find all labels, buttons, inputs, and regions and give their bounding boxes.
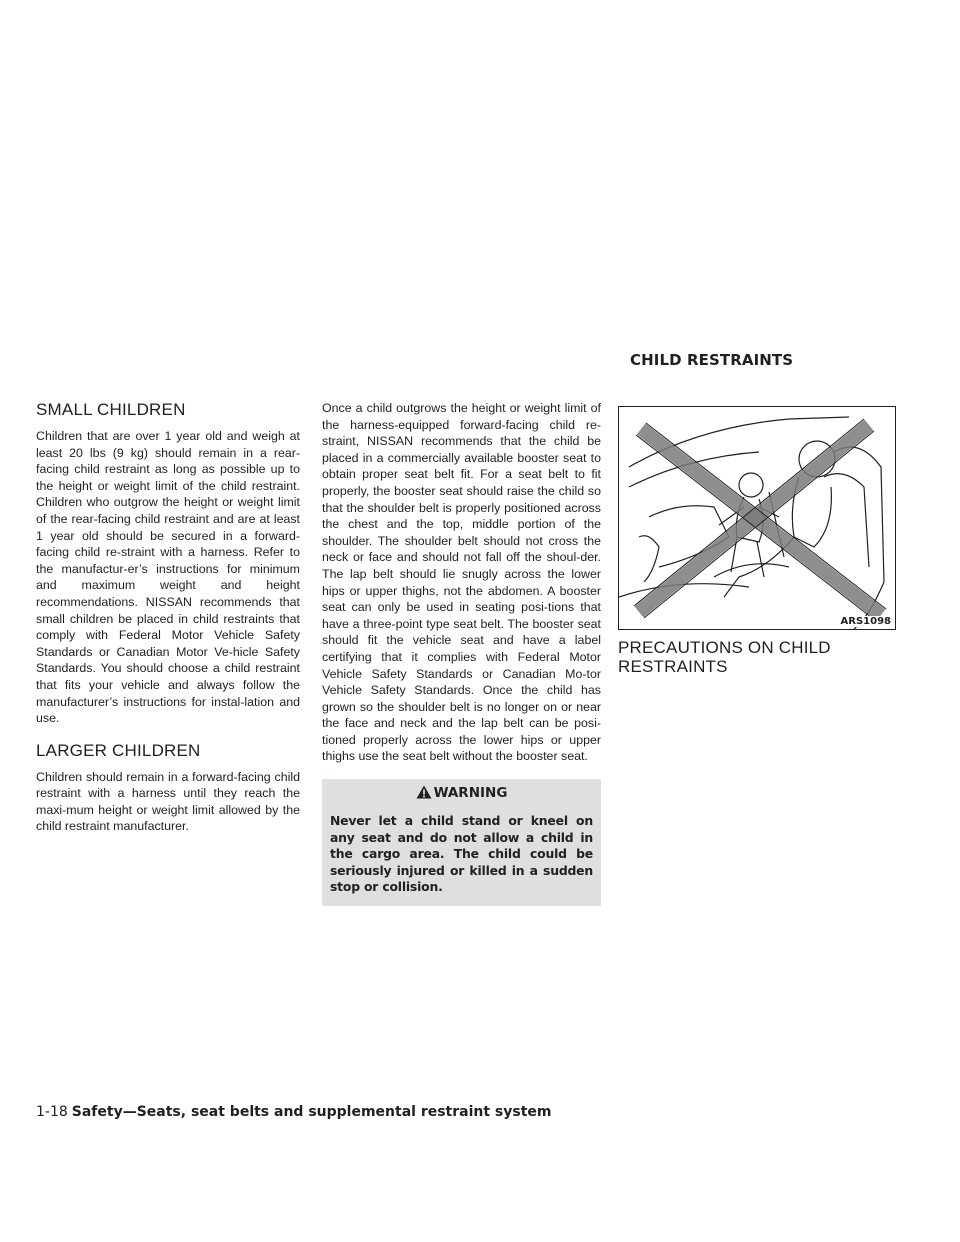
illustration-drawing	[619, 407, 896, 630]
heading-small-children: SMALL CHILDREN	[36, 400, 186, 419]
warning-label: WARNING	[433, 785, 508, 802]
warning-header	[330, 785, 593, 801]
chapter-title: Safety—Seats, seat belts and supplemental restraint system	[71, 1104, 552, 1120]
heading-precautions: PRECAUTIONS ON CHILD RESTRAINTS	[618, 638, 831, 676]
section-title: CHILD RESTRAINTS	[630, 351, 794, 369]
figure-code: ARS1098	[840, 616, 891, 627]
child-standing-crossed-out-illustration	[618, 406, 896, 630]
heading-larger-children: LARGER CHILDREN	[36, 740, 201, 760]
column-middle	[322, 400, 601, 906]
page-number: 1-18	[36, 1104, 68, 1120]
column-left	[36, 400, 300, 835]
paragraph-booster-seat: Once a child outgrows the height or weight limit of the harness-equipped forward-facing child re-straint, NISSAN recommends that the child be placed in a commercially available booster seat to obtain proper seat belt fit. For a seat belt to fit properly, the booster seat should raise the child so that the shoulder belt is properly positioned across the chest and the top, middle portion of the shoulder. The shoulder belt should not cross the neck or face and should not fall off the shoul-der. The lap belt should lie snugly across the lower hips or upper thighs, not the abdomen. A booster seat can only be used in seating posi-tions that have a three-point type seat belt. The booster seat should fit the vehicle seat and have a label certifying that it complies with Federal Motor Vehicle Safety Standards or Canadian Mo-tor Vehicle Safety Standards. Once the child has grown so the shoulder belt is no longer on or near the face and neck and the lap belt can be posi-tioned properly across the lower hips or upper thighs use the seat belt without the booster seat.	[322, 401, 601, 764]
column-right	[618, 400, 896, 685]
paragraph-larger-children: Children should remain in a forward-facing child restraint with a harness until they reach the maxi-mum height or weight limit allowed by the child restraint manufacturer.	[36, 769, 300, 834]
page-footer	[36, 1104, 552, 1120]
warning-box	[322, 779, 601, 906]
warning-text: Never let a child stand or kneel on any seat and do not allow a child in the cargo area. The child could be seriously injured or killed in a sudden stop or collision.	[330, 813, 593, 895]
paragraph-small-children: Children that are over 1 year old and weigh at least 20 lbs (9 kg) should remain in a rear-facing child restraint as long as possible up to the height or weight limit of the child restraint. Children who outgrow the height or weight limit of the rear-facing child restraint and are at least 1 year old should be secured in a forward-facing child re-straint with a harness. Refer to the manufactur-er’s instructions for minimum and maximum weight and height recommendations. NISSAN recommends that small children be placed in child restraints that comply with Federal Motor Vehicle Safety Standards or Canadian Motor Ve-hicle Safety Standards. You should choose a child restraint that fits your vehicle and always follow the manufacturer’s instructions for instal-lation and use.	[36, 429, 300, 726]
warning-triangle-icon	[416, 785, 432, 799]
